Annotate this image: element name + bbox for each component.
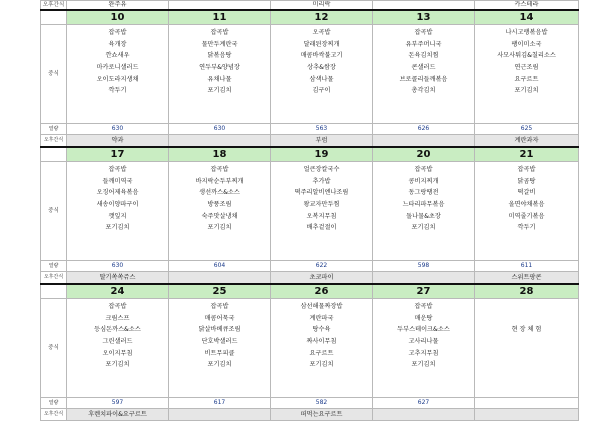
menu-item: 방풍조림: [207, 201, 232, 209]
menu-item: 배추겉절이: [306, 224, 337, 232]
menu-item: 추가밥: [312, 177, 331, 185]
date-cell: 21: [475, 147, 579, 162]
snack-cell: 약과: [67, 135, 169, 148]
snack-row: [41, 409, 579, 421]
day-menu-cell: [373, 162, 475, 261]
menu-item: 두부스테이크&소스: [397, 326, 450, 334]
calories-cell: 630: [169, 124, 271, 135]
menu-item: 닭볶음탕: [207, 52, 232, 60]
menu-item: 동그랑땡전: [408, 189, 439, 197]
calories-cell: 630: [67, 261, 169, 272]
day-menu-cell: [169, 25, 271, 124]
menu-item: 삼선해물짜장밥: [300, 303, 343, 310]
lunch-label: 중식: [41, 299, 67, 398]
menu-item: 연두부&양념장: [199, 64, 240, 72]
snack-label: 오후간식: [41, 135, 67, 148]
menu-item: [475, 301, 578, 313]
day-menu-cell: [67, 299, 169, 398]
date-cell: 11: [169, 10, 271, 25]
menu-item: 요구르트: [309, 349, 334, 357]
day-menu-cell: [67, 162, 169, 261]
menu-item: 오복지무침: [306, 212, 337, 220]
menu-item: 사모사튀김&칠리소스: [497, 52, 556, 60]
menu-item: 닭곰탕: [517, 177, 536, 185]
day-menu-cell: [475, 25, 579, 124]
day-menu-cell: [475, 162, 579, 261]
date-cell: 14: [475, 10, 579, 25]
menu-item: [475, 348, 578, 360]
menu-item: 포기김치: [207, 224, 232, 232]
date-cell: 24: [67, 284, 169, 299]
calories-cell: 604: [169, 261, 271, 272]
calories-row: [41, 124, 579, 135]
menu-item: 달래된장찌개: [303, 40, 340, 48]
menu-item: 팽이미소국: [511, 40, 542, 48]
menu-item: 포기김치: [411, 361, 436, 369]
snack-cell: 계란과자: [475, 135, 579, 148]
menu-item: 나시고랭볶음밥: [505, 29, 548, 36]
menu-item: 포기김치: [207, 361, 232, 369]
menu-item: 매콤바싹불고기: [300, 52, 343, 60]
calories-label: 열량: [41, 261, 67, 272]
menu-item: 얼큰장칼국수: [303, 166, 340, 173]
menu-item: 잡곡밥: [210, 29, 229, 36]
snack-row: [41, 272, 579, 285]
menu-item: 비트무피클: [204, 349, 235, 357]
day-menu-cell: [271, 162, 373, 261]
menu-item: 떡갈비: [517, 189, 536, 197]
menu-item: 돌나물&초장: [406, 212, 441, 220]
menu-item: 떡주리알비엔나조림: [294, 189, 349, 197]
date-cell: 20: [373, 147, 475, 162]
snack-cell: [373, 135, 475, 148]
snack-cell: 후렌치파이&요구르트: [67, 409, 169, 421]
day-menu-cell: [169, 162, 271, 261]
calories-cell: 563: [271, 124, 373, 135]
date-cell: 18: [169, 147, 271, 162]
menu-item: 포기김치: [105, 224, 130, 232]
menu-item: 숙주맛살냉채: [201, 212, 238, 220]
menu-item: 깍두기: [517, 224, 536, 232]
calories-cell: 611: [475, 261, 579, 272]
menu-item: 콩비지찌개: [408, 177, 439, 185]
snack-cell: [373, 409, 475, 421]
lunch-label: 중식: [41, 25, 67, 124]
menu-item: 현 장 체 험: [511, 326, 542, 334]
menu-item: 포기김치: [514, 87, 539, 95]
calories-row: [41, 261, 579, 272]
day-menu-cell: [475, 299, 579, 398]
menu-item: 느타리파무볶음: [402, 201, 445, 209]
blank-label-cell: [41, 147, 67, 162]
snack-cell: 떠먹는요구르트: [271, 409, 373, 421]
menu-item: 마카로니샐러드: [96, 64, 139, 72]
date-cell: 12: [271, 10, 373, 25]
snack-label: 오후간식: [41, 409, 67, 421]
menu-item: [475, 336, 578, 348]
calories-cell: 625: [475, 124, 579, 135]
date-cell: 10: [67, 10, 169, 25]
date-cell: 13: [373, 10, 475, 25]
menu-item: 등심돈까스&소스: [94, 326, 141, 334]
day-menu-cell: [271, 299, 373, 398]
menu-item: 상추&쌈장: [307, 64, 336, 72]
date-header-row: [41, 10, 579, 25]
previous-week-snack-row: [41, 1, 579, 11]
menu-item: 미역줄기볶음: [508, 212, 545, 220]
date-cell: 17: [67, 147, 169, 162]
menu-item: 깻잎지: [108, 212, 127, 220]
menu-item: 유부주머니국: [405, 40, 442, 48]
menu-item: 고추지무침: [408, 349, 439, 357]
menu-item: 단호박샐러드: [201, 338, 238, 346]
lunch-label: 중식: [41, 162, 67, 261]
menu-item: 올면야채볶음: [508, 201, 545, 209]
menu-item: 그린샐러드: [102, 338, 133, 346]
snack-cell: 완주유: [67, 1, 169, 11]
blank-label-cell: [41, 10, 67, 25]
calories-cell: 630: [67, 124, 169, 135]
day-menu-cell: [169, 299, 271, 398]
menu-item: 연근조림: [514, 64, 539, 72]
lunch-menu-row: [41, 25, 579, 124]
menu-item: 잡곡밥: [210, 303, 229, 310]
calories-cell: 622: [271, 261, 373, 272]
menu-item: 브로콜리들깨볶음: [399, 75, 448, 83]
snack-cell: 미리락: [271, 1, 373, 11]
snack-cell: 부럼: [271, 135, 373, 148]
menu-item: 총각김치: [411, 87, 436, 95]
date-cell: 25: [169, 284, 271, 299]
menu-item: 잡곡밥: [108, 29, 127, 36]
calories-label: 열량: [41, 124, 67, 135]
menu-item: [475, 359, 578, 371]
menu-item: 잡곡밥: [210, 166, 229, 173]
menu-item: [475, 313, 578, 325]
menu-item: 매콤어묵국: [204, 314, 235, 322]
menu-item: 생선까스&소스: [199, 189, 240, 197]
menu-item: 물만두계란국: [201, 40, 238, 48]
date-cell: 27: [373, 284, 475, 299]
calories-cell: 617: [169, 398, 271, 409]
snack-row: [41, 135, 579, 148]
snack-cell: [373, 272, 475, 285]
day-menu-cell: [373, 25, 475, 124]
date-cell: 19: [271, 147, 373, 162]
menu-item: 잡곡밥: [414, 166, 433, 173]
menu-item: 왕교자만두찜: [303, 201, 340, 209]
blank-label-cell: [41, 284, 67, 299]
menu-item: 깍두기: [108, 87, 127, 95]
calories-label: 열량: [41, 398, 67, 409]
menu-item: 오이지무침: [102, 349, 133, 357]
menu-item: 돈육김치찜: [408, 52, 439, 60]
menu-item: 삼색나물: [309, 75, 334, 83]
menu-item: 김구이: [312, 87, 331, 95]
snack-cell: [475, 409, 579, 421]
menu-item: 바지락순두부찌개: [195, 177, 244, 185]
calories-row: [41, 398, 579, 409]
menu-item: 새송이양파구이: [96, 201, 139, 209]
menu-item: 요구르트: [514, 75, 539, 83]
snack-cell: 딸기쏙쏙쥬스: [67, 272, 169, 285]
menu-item: 오이도라지생채: [96, 75, 139, 83]
menu-item: 매운탕: [414, 314, 433, 322]
calories-cell: 582: [271, 398, 373, 409]
date-header-row: [41, 284, 579, 299]
menu-item: 잡곡밥: [108, 166, 127, 173]
menu-item: 탕수육: [312, 326, 331, 334]
calories-cell: [475, 398, 579, 409]
menu-item: 잡곡밥: [108, 303, 127, 310]
menu-item: 닭살바베큐조림: [198, 326, 241, 334]
day-menu-cell: [373, 299, 475, 398]
menu-item: 잡곡밥: [414, 303, 433, 310]
menu-item: 포기김치: [105, 361, 130, 369]
lunch-menu-table: [40, 0, 579, 421]
menu-item: 크림스프: [105, 314, 130, 322]
calories-cell: 597: [67, 398, 169, 409]
snack-cell: [169, 135, 271, 148]
date-header-row: [41, 147, 579, 162]
date-cell: 28: [475, 284, 579, 299]
day-menu-cell: [67, 25, 169, 124]
snack-cell: [169, 1, 271, 11]
date-cell: 26: [271, 284, 373, 299]
snack-label: 오후간식: [41, 1, 67, 11]
menu-item: 콘샐러드: [411, 64, 436, 72]
snack-cell: [169, 409, 271, 421]
snack-cell: 카스테라: [475, 1, 579, 11]
menu-item: 오징어제육볶음: [96, 189, 139, 197]
snack-label: 오후간식: [41, 272, 67, 285]
snack-cell: 스위트팡콘: [475, 272, 579, 285]
snack-cell: [373, 1, 475, 11]
menu-item: 고사리나물: [408, 338, 439, 346]
calories-cell: 598: [373, 261, 475, 272]
menu-item: 계란파국: [309, 314, 334, 322]
menu-item: 들깨미역국: [102, 177, 133, 185]
calories-cell: 627: [373, 398, 475, 409]
calories-cell: 626: [373, 124, 475, 135]
menu-item: 잡곡밥: [414, 29, 433, 36]
menu-item: 유채나물: [207, 75, 232, 83]
menu-item: 포기김치: [411, 224, 436, 232]
menu-item: 깐쇼새우: [105, 52, 130, 60]
menu-item: 육개장: [108, 40, 127, 48]
lunch-menu-row: [41, 299, 579, 398]
snack-cell: [169, 272, 271, 285]
menu-item: 잡곡밥: [517, 166, 536, 173]
menu-item: 오곡밥: [312, 29, 331, 36]
lunch-menu-row: [41, 162, 579, 261]
menu-item: 포기김치: [207, 87, 232, 95]
menu-item: 포기김치: [309, 361, 334, 369]
snack-cell: 초코파이: [271, 272, 373, 285]
menu-item: 짜사이무침: [306, 338, 337, 346]
day-menu-cell: [271, 25, 373, 124]
